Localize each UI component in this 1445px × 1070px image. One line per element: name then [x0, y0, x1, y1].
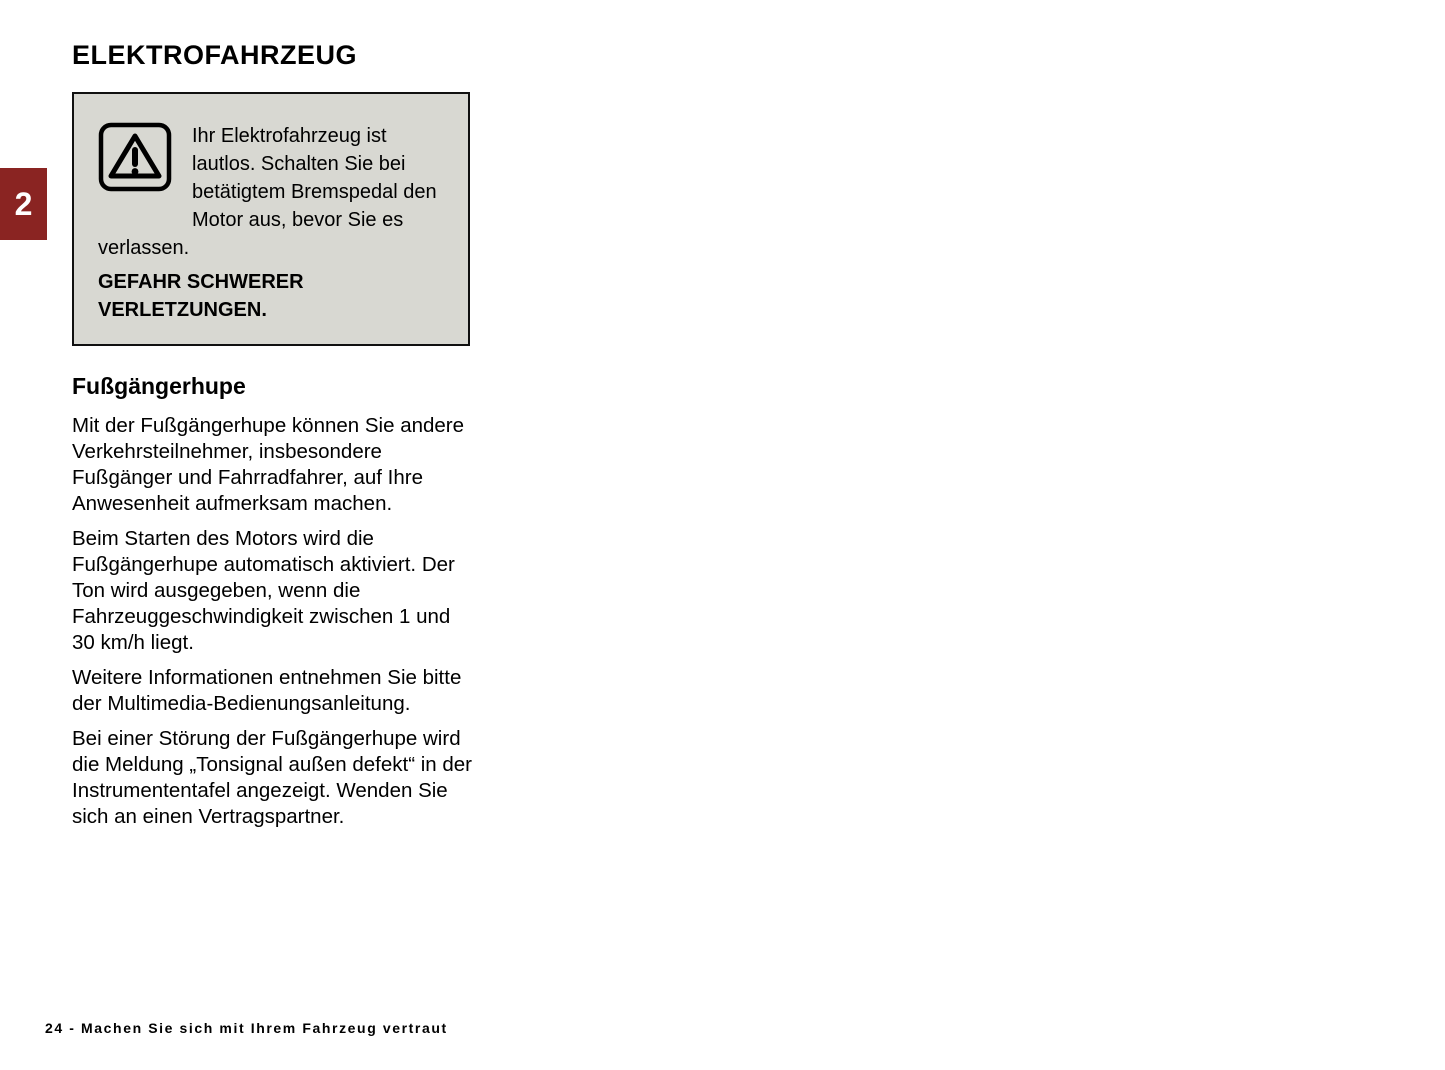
page-title: ELEKTROFAHRZEUG	[72, 40, 358, 70]
chapter-tab: 2	[0, 168, 47, 240]
page-footer: 24 - Machen Sie sich mit Ihrem Fahrzeug vertraut	[45, 1020, 448, 1036]
paragraph: Beim Starten des Motors wird die Fußgängerhupe automatisch aktiviert. Der Ton wird ausgegeben, wenn die Fahrzeuggeschwindigkeit zwischen 1 und 30 km/h liegt.	[72, 527, 455, 654]
content-column	[72, 92, 472, 839]
warning-text: Ihr Elektrofahrzeug ist lautlos. Schalten Sie bei betätigtem Bremspedal den Motor aus, bevor Sie es verlassen.	[98, 125, 437, 259]
paragraph: Mit der Fußgängerhupe können Sie andere Verkehrsteilnehmer, insbesondere Fußgänger und Fahrradfahrer, auf Ihre Anwesenheit aufmerksam machen.	[72, 414, 465, 515]
warning-triangle-icon	[98, 122, 172, 192]
warning-box	[72, 92, 470, 346]
paragraph: Bei einer Störung der Fußgängerhupe wird die Meldung „Tonsignal außen defekt“ in der Instrumententafel angezeigt. Wenden Sie sich an einen Vertragspartner.	[72, 727, 472, 828]
paragraph: Weitere Informationen entnehmen Sie bitte der Multimedia-Bedienungsanleitung.	[72, 666, 462, 715]
warning-emphasis: GEFAHR SCHWERER VERLETZUNGEN.	[98, 271, 304, 321]
section-heading: Fußgängerhupe	[72, 373, 246, 399]
